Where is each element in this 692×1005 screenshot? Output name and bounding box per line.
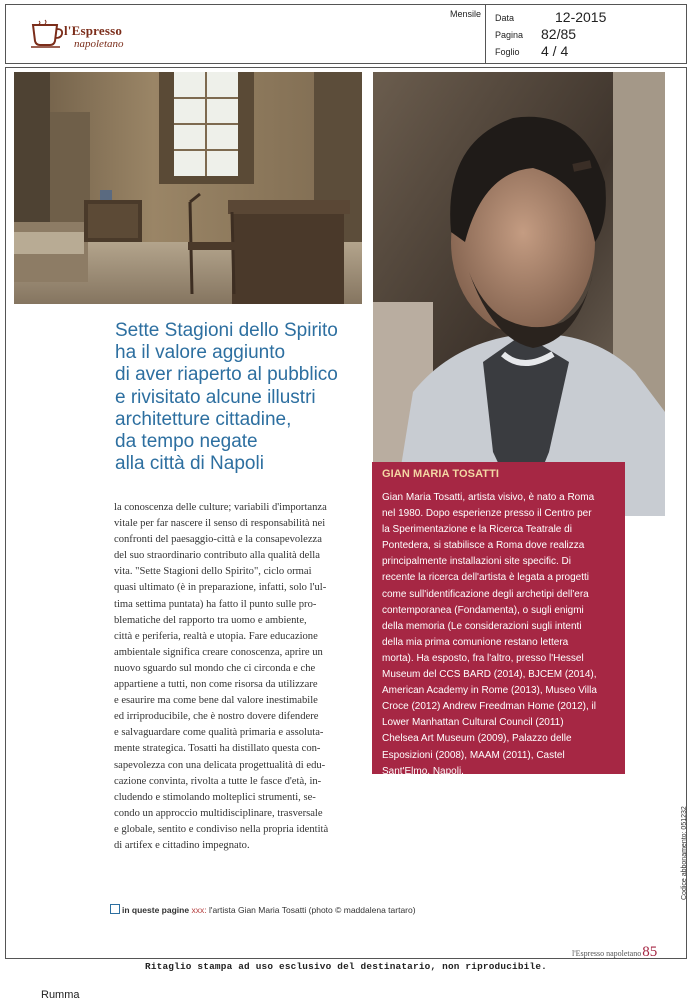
coffee-cup-icon [30,19,64,49]
meta-label: Data [495,13,515,23]
frequency-label: Mensile [449,9,481,19]
brand-subtitle: napoletano [74,38,124,50]
meta-value: 82/85 [541,26,577,42]
pull-quote [115,320,375,475]
photo-caption [110,904,416,915]
room-photo [14,72,362,304]
bio-line: della mia prima comunione restano lettera [382,636,569,648]
bio-text [382,490,622,780]
bio-line: Museum del CCS BARD (2014), BJCEM (2014), [382,669,597,681]
caption-marker: xxx: [191,905,207,915]
body-line: cazione convinta, rivolta a tutte le fasce d'età, in- [114,775,322,787]
body-line: del suo straordinario contributo alla qualità della [114,550,320,562]
body-line: vita. "Sette Stagioni dello Spirito", ciclo ormai [114,566,312,578]
body-line: sapevolezza con una delicata progettualità di edu- [114,759,326,771]
body-line: e esaurire ma come bene dal valore inestimabile [114,695,318,707]
meta-label: Foglio [495,47,520,57]
body-line: tima settima puntata) ha fatto il punto sulle pro- [114,598,317,610]
pull-quote-line: architetture cittadine, [115,408,292,430]
footer-brand: l'Espresso napoletano [572,949,642,958]
pull-quote-line: e rivisitato alcune illustri [115,386,316,408]
bio-line: Chelsea Art Museum (2009), Palazzo delle [382,733,572,745]
caption-lead: in queste pagine [122,905,190,915]
footer-masthead [572,944,657,961]
bio-line: Pontedera, si stabilisce a Roma dove realizza [382,540,585,552]
bio-line: Lower Manhattan Cultural Council (2011) [382,717,564,729]
pull-quote-line: Sette Stagioni dello Spirito [115,320,338,341]
body-line: e globale, sentito e condiviso nella propria identità [114,823,329,835]
bio-line: morta). Ha esposto, fra l'altro, presso l'Hessel [382,652,584,664]
caption-text: l'artista Gian Maria Tosatti (photo © maddalena tartaro) [206,905,416,915]
subscription-code: Codice abbonamento: 051232 [681,806,688,900]
body-line: nuovo sguardo sul mondo che ci circonda e che [114,662,316,674]
pull-quote-line: da tempo negate [115,431,258,453]
body-line: quasi ultimato (è in preparazione, infatti, solo l'ul- [114,582,327,594]
body-line: mente strategica. Tosatti ha distillato questa con- [114,743,321,755]
body-line: condo un approccio multidisciplinare, trasversale [114,807,323,819]
body-line: e salvaguardare come qualità primaria e assoluta- [114,727,324,739]
page-number: 85 [642,944,658,960]
masthead-logo [30,19,140,53]
body-line: ambientale significa creare conoscenza, aprire un [114,646,323,658]
body-line: di artifex e cittadino impegnato. [114,839,250,851]
body-line: confronti del paesaggio-città e la consapevolezza [114,534,322,546]
bio-line: American Academy in Rome (2013), Museo Villa [382,685,597,697]
meta-value: 4 / 4 [541,43,569,59]
artist-bio-box [372,462,625,777]
body-line: blematiche del rapporto tra uomo e ambiente, [114,614,307,626]
bio-line: Gian Maria Tosatti, artista visivo, è nato a Roma [382,492,595,503]
bio-line: Croce (2012) Andrew Freedman Home (2012), il [382,701,596,713]
body-line: cludendo e stimolando molteplici strumenti, se- [114,791,316,803]
body-line: ed irriproducibile, che è nostro dovere difendere [114,711,319,723]
body-line: appartiene a tutti, non come risorsa da utilizzare [114,679,318,691]
bio-line: la Sperimentazione e la Ricerca Teatrale di [382,524,572,536]
meta-value: 12-2015 [555,9,607,25]
body-line: città e periferia, realtà e utopia. Fare educazione [114,630,318,642]
meta-label: Pagina [495,30,524,40]
caption-square-icon [110,904,120,914]
meta-cell [487,5,687,63]
brand-name: l'Espresso [64,23,123,38]
bio-line: Sant'Elmo, Napoli. [382,765,464,777]
clipping-header [5,4,687,64]
article-body [114,500,362,854]
bio-line: della memoria (Le considerazioni sugli intenti [382,620,582,632]
pull-quote-line: ha il valore aggiunto [115,342,286,364]
bio-line: nel 1980. Dopo esperienze presso il Centro per [382,508,592,520]
pull-quote-line: alla città di Napoli [115,453,264,475]
logo-cell [6,5,486,63]
clipping-notice: Ritaglio stampa ad uso esclusivo del destinatario, non riproducibile. [145,961,547,972]
bio-name: GIAN MARIA TOSATTI [382,468,500,480]
bio-line: contemporanea (Fondamenta), o sugli enigmi [382,604,584,616]
pull-quote-line: di aver riaperto al pubblico [115,364,338,386]
bio-line: Esposizioni (2008), MAAM (2011), Castel [382,749,565,761]
client-name: Rumma [41,989,80,1001]
artist-portrait-photo [373,72,665,516]
bio-line: come sull'identificazione degli archetipi dell'era [382,588,589,600]
body-line: vitale per far nascere il senso di responsabilità nei [114,518,326,530]
body-line: la conoscenza delle culture; variabili d'importanza [114,502,327,513]
bio-line: principalmente installazioni site specific. Di [382,556,571,568]
bio-line: recente la ricerca dell'artista è legata a progetti [382,572,590,584]
